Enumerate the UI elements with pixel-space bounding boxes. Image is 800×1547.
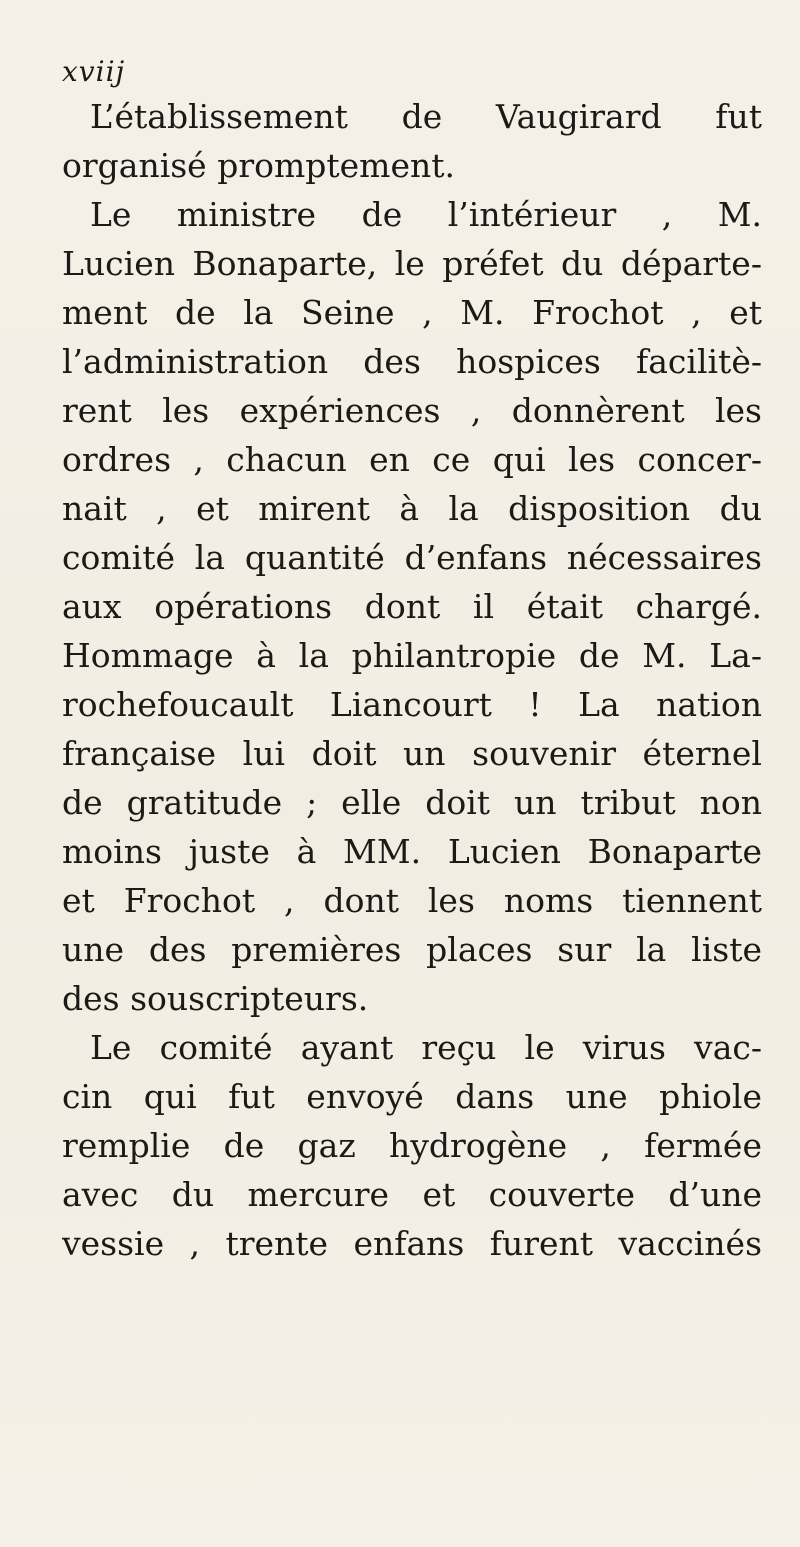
- text-line: organisé promptement.: [62, 146, 456, 185]
- text-line: aux opérations dont il était chargé.: [62, 587, 762, 626]
- text-line: comité la quantité d’enfans nécessaires: [62, 538, 762, 577]
- text-line: Le ministre de l’intérieur , M.: [90, 195, 762, 234]
- text-line: moins juste à MM. Lucien Bonaparte: [62, 832, 762, 871]
- text-line: ment de la Seine , M. Frochot , et: [62, 293, 762, 332]
- text-line: Lucien Bonaparte, le préfet du départe-: [62, 244, 762, 283]
- text-line: l’administration des hospices facilitè-: [62, 342, 762, 381]
- text-line: une des premières places sur la liste: [62, 930, 762, 969]
- text-line: et Frochot , dont les noms tiennent: [62, 881, 762, 920]
- text-line: ordres , chacun en ce qui les concer-: [62, 440, 762, 479]
- page-number: xviij: [62, 55, 126, 88]
- text-line: Hommage à la philantropie de M. La-: [62, 636, 762, 675]
- text-line: cin qui fut envoyé dans une phiole: [62, 1077, 762, 1116]
- text-line: remplie de gaz hydrogène , fermée: [62, 1126, 762, 1165]
- body-text: [62, 92, 762, 1268]
- text-line: des souscripteurs.: [62, 979, 369, 1018]
- text-line: Le comité ayant reçu le virus vac-: [90, 1028, 762, 1067]
- text-line: vessie , trente enfans furent vaccinés: [62, 1224, 762, 1263]
- text-line: nait , et mirent à la disposition du: [62, 489, 762, 528]
- text-line: rent les expériences , donnèrent les: [62, 391, 762, 430]
- text-line: L’établissement de Vaugirard fut: [90, 97, 762, 136]
- text-line: française lui doit un souvenir éternel: [62, 734, 762, 773]
- text-line: de gratitude ; elle doit un tribut non: [62, 783, 762, 822]
- text-line: avec du mercure et couverte d’une: [62, 1175, 762, 1214]
- text-line: rochefoucault Liancourt ! La nation: [62, 685, 762, 724]
